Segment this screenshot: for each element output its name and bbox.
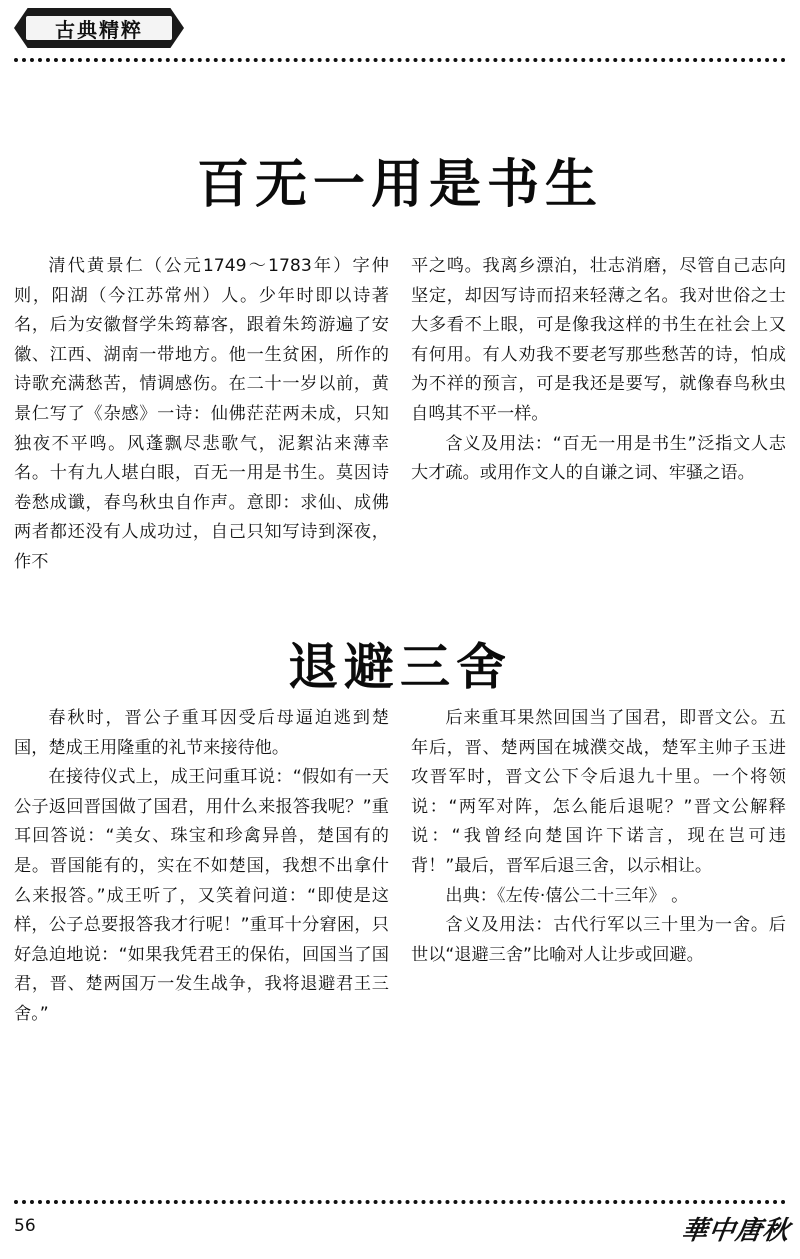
paragraph: 春秋时，晋公子重耳因受后母逼迫逃到楚国，楚成王用隆重的礼节来接待他。 — [14, 708, 389, 758]
paragraph: 清代黄景仁（公元1749～1783年）字仲则，阳湖（今江苏常州）人。少年时即以诗著名，后为安徽督学朱筠幕客，跟着朱筠游遍了安徽、江西、湖南一带地方。他一生贫困，所作的诗歌充满愁苦，情调感伤。在二十一岁以前，黄景仁写了《杂感》一诗：仙佛茫茫两未成，只知独夜不平鸣。风蓬飘尽悲歌气，泥絮沾来薄幸名。十有九人堪白眼，百无一用是书生。莫因诗卷愁成谶，春鸟秋虫自作声。意即：求仙、成佛两者都还没有人成功过，自己只知写诗到深夜，作不 — [14, 256, 389, 572]
paragraph: 含义及用法：古代行军以三十里为一舍。后世以“退避三舍”比喻对人让步或回避。 — [411, 915, 786, 965]
article-column-right — [411, 252, 786, 578]
article-body — [14, 704, 786, 1030]
article-column-right — [411, 704, 786, 1030]
article-body — [14, 252, 786, 578]
paragraph: 在接待仪式上，成王问重耳说：“假如有一天公子返回晋国做了国君，用什么来报答我呢？”重耳回答说：“美女、珠宝和珍禽异兽，楚国有的是。晋国能有的，实在不如楚国，我想不出拿什么来报答。”成王听了，又笑着问道：“即使是这样，公子总要报答我才行呢！”重耳十分窘困，只好急迫地说：“如果我凭君王的保佑，回国当了国君，晋、楚两国万一发生战争，我将退避君王三舍。” — [14, 767, 389, 1024]
paragraph: 含义及用法：“百无一用是书生”泛指文人志大才疏。或用作文人的自谦之词、牢骚之语。 — [411, 433, 786, 484]
article-title: 百无一用是书生 — [196, 154, 603, 215]
section-label: 古典精粹 — [55, 17, 143, 42]
article-column-left — [14, 252, 389, 578]
paragraph: 出典：《左传·僖公二十三年》 。 — [445, 885, 689, 906]
top-dotted-divider — [14, 58, 786, 62]
paragraph: 平之鸣。我离乡漂泊，壮志消磨，尽管自己志向坚定，却因写诗而招来轻薄之名。我对世俗之士大多看不上眼，可是像我这样的书生在社会上又有何用。有人劝我不要老写那些愁苦的诗，怕成为不祥的预言，可是我还是要写，就像春鸟秋虫自鸣其不平一样。 — [411, 256, 786, 424]
bottom-dotted-divider — [14, 1200, 786, 1204]
paragraph: 后来重耳果然回国当了国君，即晋文公。五年后，晋、楚两国在城濮交战，楚军主帅子玉进攻晋军时，晋文公下令后退九十里。一个将领说：“两军对阵，怎么能后退呢？”晋文公解释说：“我曾经向楚国许下诺言，现在岂可违背！”最后，晋军后退三舍，以示相让。 — [411, 708, 786, 876]
page-number: 56 — [14, 1216, 36, 1236]
article-title: 退避三舍 — [288, 637, 512, 696]
article-column-left — [14, 704, 389, 1030]
section-tab — [24, 14, 174, 42]
publication-logo: 華中唐秋 — [679, 1216, 792, 1246]
